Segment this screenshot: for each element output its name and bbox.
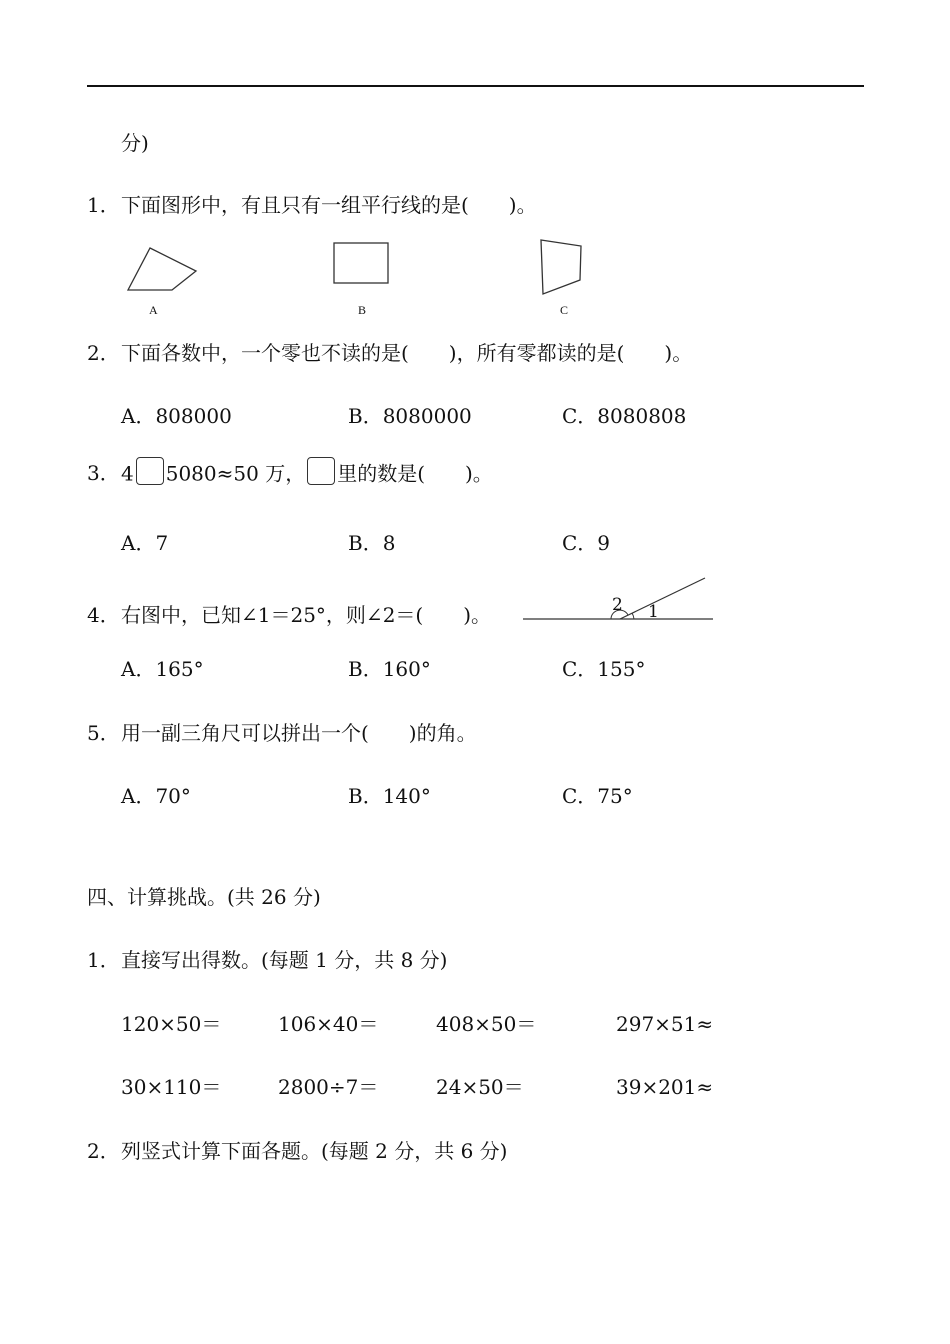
calc-item: 24×50＝: [436, 1075, 524, 1099]
q5-stem: 用一副三角尺可以拼出一个( )的角。: [121, 721, 477, 745]
q2-stem: 下面各数中，一个零也不读的是( )，所有零都读的是( )。: [121, 341, 693, 365]
q3-blank-box-2: [307, 457, 335, 485]
s4-q2-number: 2．: [87, 1139, 120, 1163]
q2-option-c: C．8080808: [562, 404, 687, 428]
q2-option-a: A．808000: [121, 404, 232, 428]
calc-item: 297×51≈: [616, 1012, 714, 1036]
continuation-text: 分): [121, 131, 149, 155]
shape-b-label: B: [358, 303, 367, 317]
shape-a-quadrilateral: [120, 238, 210, 318]
q4-option-a: A．165°: [121, 657, 204, 681]
section4-heading: 四、计算挑战。(共 26 分): [87, 885, 321, 909]
q3-stem: [121, 461, 493, 489]
q3-option-a: A．7: [121, 531, 169, 555]
calc-item: 2800÷7＝: [278, 1075, 379, 1099]
q1-stem: 下面图形中，有且只有一组平行线的是( )。: [121, 193, 537, 217]
shape-c-label: C: [560, 303, 569, 317]
q3-blank-box-1: [136, 457, 164, 485]
calc-item: 408×50＝: [436, 1012, 537, 1036]
angle-2-label: 2: [612, 595, 623, 615]
q5-option-a: A．70°: [121, 784, 191, 808]
s4-q2-stem: 列竖式计算下面各题。(每题 2 分，共 6 分): [121, 1139, 508, 1163]
q2-number: 2．: [87, 341, 120, 365]
q4-number: 4．: [87, 603, 120, 627]
q3-stem-part-b: 5080≈50 万，: [165, 461, 306, 486]
calc-item: 120×50＝: [121, 1012, 222, 1036]
q3-option-c: C．9: [562, 531, 611, 555]
q3-stem-part-a: 4: [121, 461, 134, 486]
header-rule: [87, 85, 864, 87]
q4-option-c: C．155°: [562, 657, 646, 681]
q2-option-b: B．8080000: [348, 404, 472, 428]
q3-number: 3．: [87, 461, 120, 485]
q1-number: 1．: [87, 193, 120, 217]
s4-q1-number: 1．: [87, 948, 120, 972]
q5-option-b: B．140°: [348, 784, 431, 808]
q4-stem: 右图中，已知∠1＝25°，则∠2＝( )。: [121, 603, 492, 627]
calc-item: 30×110＝: [121, 1075, 222, 1099]
shape-c-trapezoid: [535, 234, 595, 304]
q3-option-b: B．8: [348, 531, 396, 555]
s4-q1-stem: 直接写出得数。(每题 1 分，共 8 分): [121, 948, 448, 972]
shape-a-label: A: [149, 303, 158, 317]
q5-number: 5．: [87, 721, 120, 745]
q3-stem-part-c: 里的数是( )。: [337, 461, 493, 486]
q4-option-b: B．160°: [348, 657, 431, 681]
calc-item: 39×201≈: [616, 1075, 714, 1099]
angle-1-label: 1: [648, 602, 659, 622]
calc-item: 106×40＝: [278, 1012, 379, 1036]
q5-option-c: C．75°: [562, 784, 633, 808]
shape-b-rectangle: [330, 238, 400, 298]
